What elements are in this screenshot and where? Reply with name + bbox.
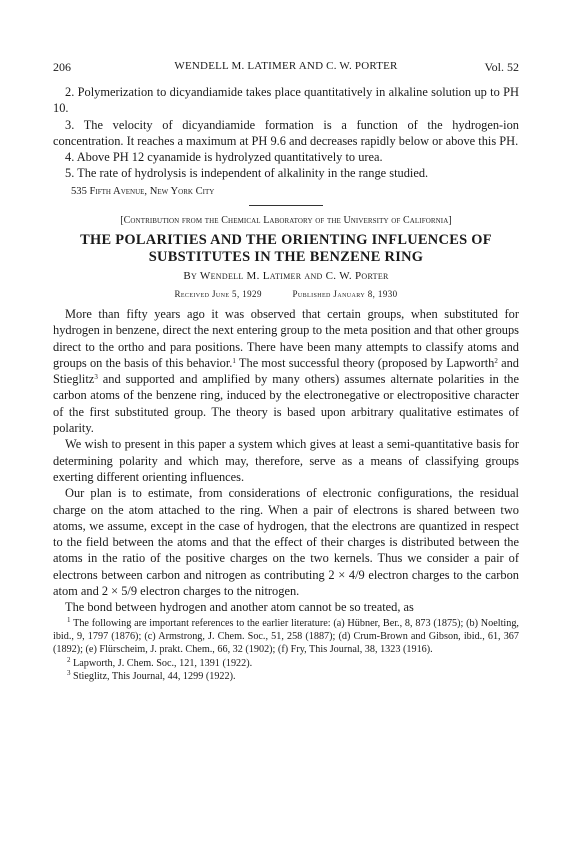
paragraph: We wish to present in this paper a system which gives at least a semi-quantitative basis for determining polarity and which may, therefore, serve as a means of classifying groups exerting different orienting influences.	[53, 437, 519, 484]
conclusion-item: 4. Above PH 12 cyanamide is hydrolyzed quantitatively to urea.	[65, 150, 383, 165]
footnote	[53, 657, 519, 670]
received-date: Received June 5, 1929	[174, 288, 262, 299]
article-byline: By Wendell M. Latimer and C. W. Porter	[183, 270, 389, 283]
footnote-text: The following are important references to the earlier literature: (a) Hübner, Ber., 8, 873 (1875); (b) Noelting, ibid., 9, 1797 (1876); (c) Armstrong, J. Chem. Soc., 51, 258 (1887); (d) Crum-Brown and Gibson, ibid., 61, 367 (1892); (e) Flürscheim, J. prakt. Chem., 66, 32 (1902); (f) Fry, This Journal, 38, 1323 (1916).	[53, 617, 519, 656]
footnote	[53, 670, 519, 683]
published-date: Published January 8, 1930	[292, 288, 398, 299]
footnote-text: Stieglitz, This Journal, 44, 1299 (1922).	[73, 670, 236, 682]
section-divider	[249, 205, 323, 206]
contribution-line: [Contribution from the Chemical Laboratory of the University of California]	[120, 215, 452, 227]
footnote-mark: 2	[67, 655, 71, 664]
footnote-mark: 3	[67, 668, 71, 677]
paragraph-text: More than fifty years ago it was observed that certain groups, when substituted for hydrogen in benzene, direct the next entering group to the meta position and that other groups direct to the ortho and para positions. There have been many attempts to classify atoms and groups on the basis of this behavior.	[53, 306, 519, 370]
article-dates	[53, 286, 519, 302]
page-body	[53, 84, 519, 683]
author-address: 535 Fifth Avenue, New York City	[71, 185, 215, 197]
running-title: WENDELL M. LATIMER AND C. W. PORTER	[174, 60, 398, 72]
paragraph-text: and Stieglitz	[53, 355, 519, 387]
paragraph: The bond between hydrogen and another atom cannot be so treated, as	[65, 600, 414, 615]
running-head	[53, 60, 519, 76]
paragraph-text: The most successful theory (proposed by Lapworth	[235, 355, 495, 370]
volume-label: Vol. 52	[484, 60, 519, 74]
conclusion-item: 3. The velocity of dicyandiamide formation is a function of the hydrogen-ion concentration. It reaches a maximum at PH 9.6 and decreases rapidly below or above this PH.	[53, 117, 519, 148]
footnote-mark: 1	[67, 615, 71, 624]
footnote-ref: 3	[94, 373, 98, 382]
article-title: THE POLARITIES AND THE ORIENTING INFLUENCES OF SUBSTITUTES IN THE BENZENE RING	[80, 232, 492, 266]
paragraph	[53, 306, 519, 436]
paragraph-text: and supported and amplified by many others) assumes alternate polarities in the carbon atoms of the benzene ring, induced by the electronegative or electropositive character of the first substituted group. The theory is based upon arbitrary qualitative estimates of polarity.	[53, 372, 519, 436]
footnote	[53, 617, 519, 657]
footnote-ref: 2	[494, 356, 498, 365]
conclusion-item: 2. Polymerization to dicyandiamide takes place quantitatively in alkaline solution up to PH 10.	[53, 85, 519, 116]
paragraph: Our plan is to estimate, from considerations of electronic configurations, the residual charge on the atom attached to the ring. When a pair of electrons is shared between two atoms, we assume, except in the case of hydrogen, that the electrons are quantized in respect to the field between the atoms and that the effect of their charges is distributed between the atoms in the ratio of the positive charges on the two kernels. Thus we consider a pair of electrons between carbon and nitrogen as contributing 2 × 4/9 electron charges to the carbon atom and 2 × 5/9 electron charges to the nitrogen.	[53, 486, 519, 599]
footnotes	[53, 617, 519, 683]
footnote-ref: 1	[232, 356, 236, 365]
footnote-text: Lapworth, J. Chem. Soc., 121, 1391 (1922).	[73, 657, 253, 669]
page-number: 206	[53, 60, 71, 74]
conclusion-item: 5. The rate of hydrolysis is independent of alkalinity in the range studied.	[65, 166, 429, 181]
